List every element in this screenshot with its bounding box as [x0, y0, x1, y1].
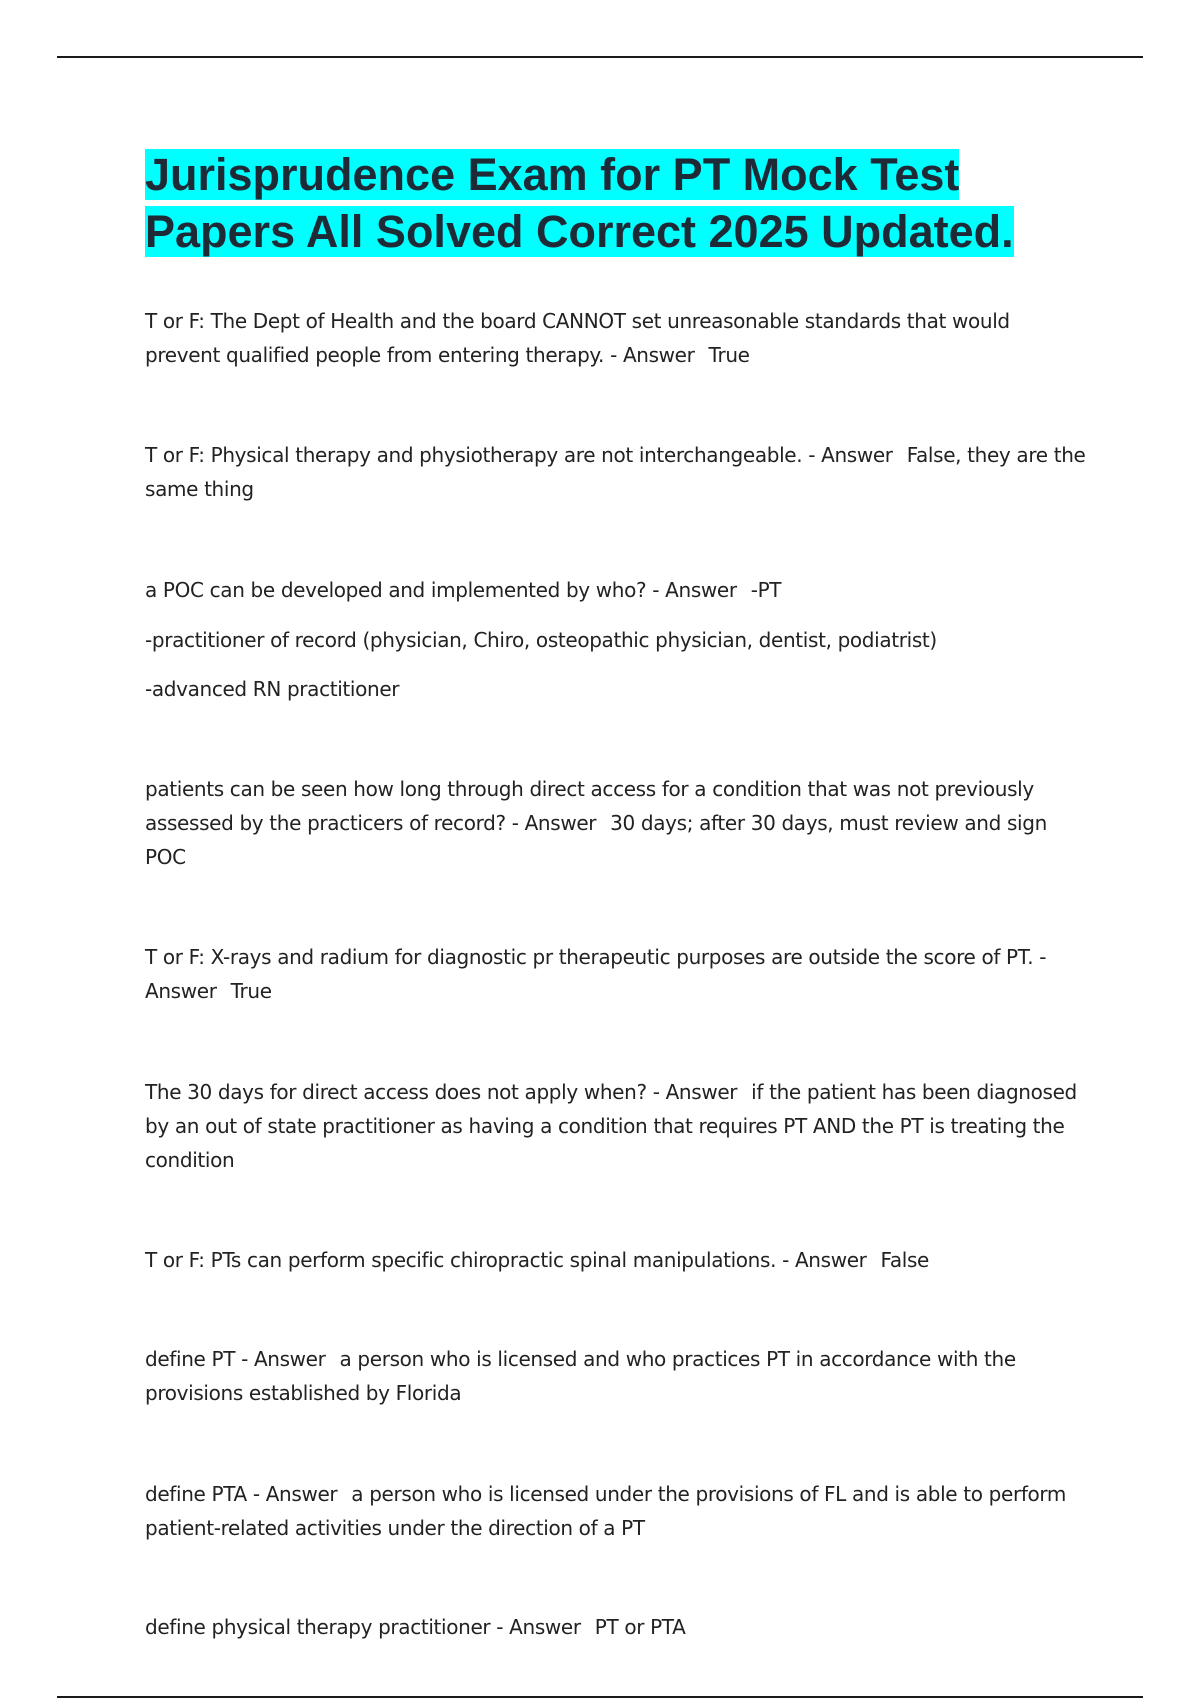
qa-item — [145, 1610, 1090, 1644]
answer-line — [145, 623, 1090, 657]
question-text: T or F: X-rays and radium for diagnostic pr therapeutic purposes are outside the score of PT. - Answer — [145, 945, 1047, 1003]
question-text: T or F: The Dept of Health and the board CANNOT set unreasonable standards that would prevent qualified people from entering therapy. - Answer — [145, 309, 1010, 367]
answer-text: a person who is licensed under the provisions of FL and is able to perform patient-related activities under the direction of a PT — [145, 1482, 1067, 1540]
question-text: T or F: PTs can perform specific chiropractic spinal manipulations. - Answer — [145, 1248, 867, 1272]
answer-text: a person who is licensed and who practices PT in accordance with the provisions established by Florida — [145, 1347, 1016, 1405]
answer-text: False — [880, 1248, 929, 1272]
qa-item — [145, 1243, 1090, 1277]
question-text: T or F: Physical therapy and physiotherapy are not interchangeable. - Answer — [145, 443, 893, 467]
qa-item — [145, 438, 1090, 506]
answer-text: if the patient has been diagnosed by an out of state practitioner as having a condition that requires PT AND the PT is treating the condition — [145, 1080, 1077, 1172]
answer-text: False, they are the same thing — [145, 443, 1086, 501]
qa-item — [145, 1075, 1090, 1177]
question-text: patients can be seen how long through direct access for a condition that was not previously assessed by the practicers of record? - Answer — [145, 777, 1034, 835]
bottom-rule — [57, 1696, 1143, 1698]
answer-text: -PT — [750, 578, 782, 602]
question-text: define PT - Answer — [145, 1347, 326, 1371]
qa-item — [145, 940, 1090, 1008]
answer-text: PT or PTA — [594, 1615, 686, 1639]
top-rule — [57, 56, 1143, 58]
qa-item — [145, 304, 1090, 372]
qa-item — [145, 1342, 1090, 1410]
answer-extra-line: -practitioner of record (physician, Chiro, osteopathic physician, dentist, podiatrist) — [145, 628, 937, 652]
answer-text: 30 days; after 30 days, must review and sign POC — [145, 811, 1047, 869]
qa-item — [145, 1477, 1090, 1545]
question-text: The 30 days for direct access does not apply when? - Answer — [145, 1080, 738, 1104]
answer-text: True — [708, 343, 750, 367]
question-text: a POC can be developed and implemented by who? - Answer — [145, 578, 737, 602]
question-text: define physical therapy practitioner - Answer — [145, 1615, 581, 1639]
answer-extra-line: -advanced RN practitioner — [145, 677, 400, 701]
qa-item — [145, 772, 1090, 874]
document-title: Jurisprudence Exam for PT Mock Test Papers All Solved Correct 2025 Updated. — [145, 149, 1014, 257]
qa-item — [145, 573, 1090, 607]
answer-text: True — [230, 979, 272, 1003]
answer-line — [145, 672, 1090, 706]
question-text: define PTA - Answer — [145, 1482, 338, 1506]
